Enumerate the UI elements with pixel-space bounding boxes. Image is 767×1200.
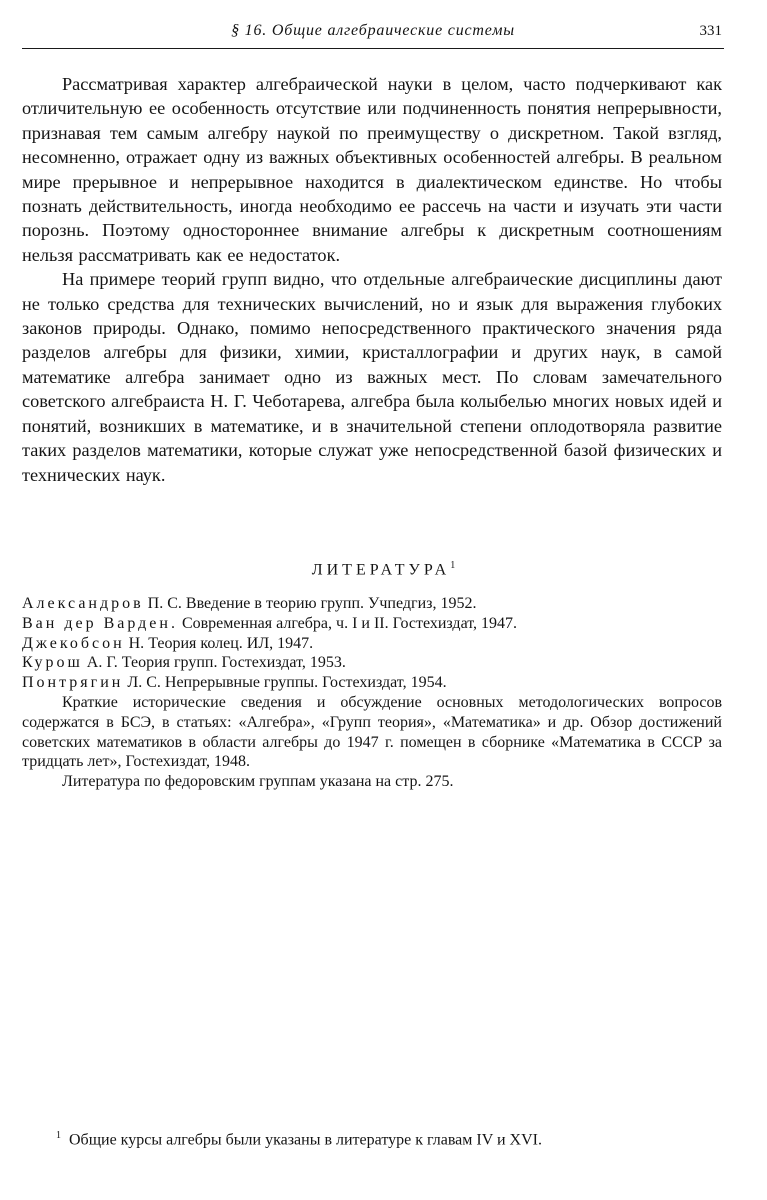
reference-author: Понтрягин bbox=[22, 674, 124, 692]
literature-note: Краткие исторические сведения и обсуждение основных методологических вопросов содержатся в БСЭ, в статьях: «Алгебра», «Групп теория», «Математика» и др. Обзор достижений советских математиков в области алгебры до 1947 г. помещен в сборнике «Математика в СССР за тридцать лет», Гостехиздат, 1948. bbox=[22, 693, 722, 771]
running-header bbox=[22, 20, 724, 49]
footnote bbox=[56, 1130, 542, 1149]
reference-author: Ван дер Варден. bbox=[22, 614, 178, 632]
reference-work: Непрерывные группы. Гостехиздат, 1954. bbox=[164, 674, 447, 692]
footnote-mark: 1 bbox=[56, 1130, 61, 1141]
reference-work: Современная алгебра, ч. I и II. Гостехиздат, 1947. bbox=[181, 614, 518, 632]
literature-heading-text: ЛИТЕРАТУРА bbox=[311, 561, 451, 579]
reference-item bbox=[22, 653, 722, 673]
literature-heading bbox=[0, 560, 767, 579]
reference-work: Теория колец. ИЛ, 1947. bbox=[148, 634, 314, 652]
page-number: 331 bbox=[699, 23, 722, 39]
reference-item bbox=[22, 673, 722, 693]
reference-list bbox=[22, 594, 722, 792]
reference-initials: П. С. bbox=[147, 595, 182, 612]
reference-initials: Л. С. bbox=[127, 674, 161, 692]
reference-initials: А. Г. bbox=[86, 654, 118, 672]
literature-note: Литература по федоровским группам указана на стр. 275. bbox=[62, 773, 454, 791]
reference-work: Введение в теорию групп. Учпедгиз, 1952. bbox=[185, 595, 477, 612]
reference-initials: Н. bbox=[128, 634, 145, 652]
paragraph-2: На примере теорий групп видно, что отдельные алгебраические дисциплины дают не только средства для технических вычислений, но и язык для выражения глубоких законов природы. Однако, помимо непосредственного практического значения ряда разделов алгебры для физики, химии, кристаллографии и других наук, в самой математике алгебра занимает одно из важных мест. По словам замечательного советского алгебраиста Н. Г. Чеботарева, алгебра была колыбелью многих новых идей и понятий, возникших в математике, и в значительной степени оплодотворяла развитие таких разделов математики, которые служат уже непосредственной базой физических и технических наук. bbox=[22, 269, 722, 485]
reference-author: Курош bbox=[22, 654, 83, 672]
literature-footnote-mark: 1 bbox=[450, 560, 456, 571]
reference-author: Джекобсон bbox=[22, 634, 125, 652]
paragraph-1: Рассматривая характер алгебраической науки в целом, часто подчеркивают как отличительную ее особенность отсутствие или подчиненность понятия непрерывности, признавая тем самым алгебру наукой по преимуществу о дискретном. Такой взгляд, несомненно, отражает одну из важных объективных особенностей алгебры. В реальном мире прерывное и непрерывное находится в диалектическом единстве. Но чтобы познать действительность, иногда необходимо ее рассечь на части и изучать эти части порознь. Поэтому одностороннее внимание алгебры к дискретным соотношениям нельзя рассматривать как ее недостаток. bbox=[22, 74, 722, 265]
body-text bbox=[22, 72, 722, 487]
reference-author: Александров bbox=[22, 595, 144, 612]
reference-item bbox=[22, 594, 722, 614]
reference-work: Теория групп. Гостехиздат, 1953. bbox=[121, 654, 346, 672]
footnote-text: Общие курсы алгебры были указаны в литературе к главам IV и XVI. bbox=[69, 1131, 542, 1149]
reference-item bbox=[22, 634, 722, 654]
running-title: § 16. Общие алгебраические системы bbox=[231, 22, 515, 39]
reference-item bbox=[22, 614, 722, 634]
